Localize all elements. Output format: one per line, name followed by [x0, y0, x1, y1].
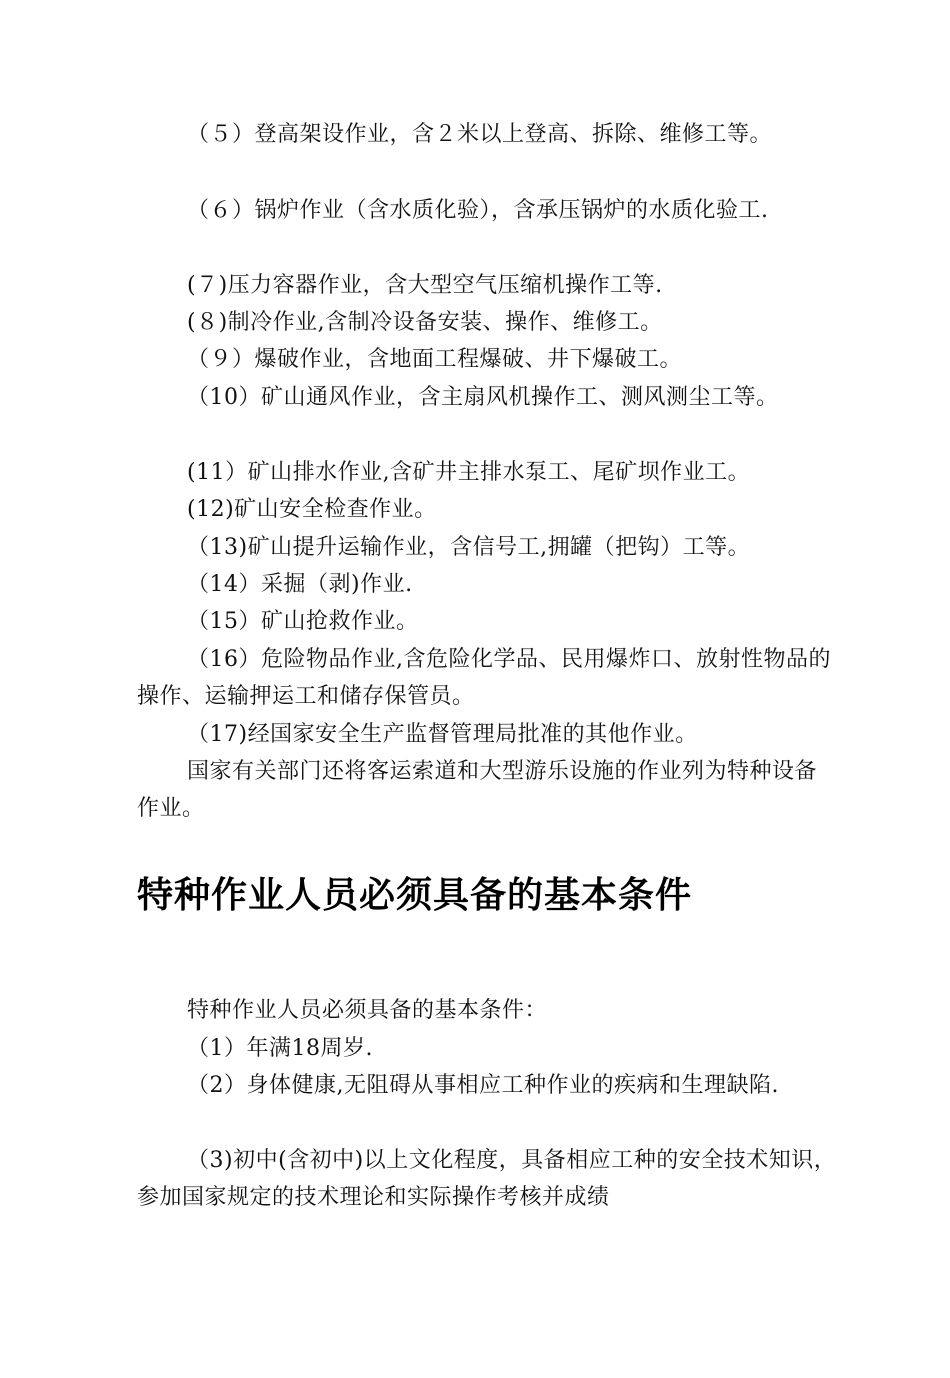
paragraph-condition-1: （1）年满18周岁. — [187, 1036, 373, 1061]
paragraph-condition-2: （2）身体健康,无阻碍从事相应工种作业的疾病和生理缺陷. — [187, 1073, 779, 1098]
paragraph-item-9: （９）爆破作业，含地面工程爆破、井下爆破工。 — [187, 347, 683, 372]
paragraph-item-13: （13)矿山提升运输作业，含信号工,拥罐（把钩）工等。 — [187, 535, 751, 560]
paragraph-item-14: （14）采掘（剥)作业. — [187, 572, 413, 597]
paragraph-item-17: （17)经国家安全生产监督管理局批准的其他作业。 — [187, 722, 698, 747]
paragraph-item-5: （５）登高架设作业，含２米以上登高、拆除、维修工等。 — [187, 122, 773, 147]
paragraph-item-8: (８)制冷作业,含制冷设备安装、操作、维修工。 — [187, 310, 663, 335]
paragraph-item-7: (７)压力容器作业，含大型空气压缩机操作工等. — [187, 273, 663, 298]
section-heading: 特种作业人员必须具备的基本条件 — [137, 875, 693, 916]
paragraph-item-10: （10）矿山通风作业，含主扇风机操作工、测风测尘工等。 — [187, 385, 779, 410]
paragraph-condition-3: （3)初中(含初中)以上文化程度，具备相应工种的安全技术知识，参加国家规定的技术理论和实际操作考核并成绩 — [137, 1148, 837, 1210]
paragraph-special-equipment: 国家有关部门还将客运索道和大型游乐设施的作业列为特种设备作业。 — [137, 759, 818, 821]
paragraph-item-16: （16）危险物品作业,含危险化学品、民用爆炸口、放射性物品的操作、运输押运工和储存保管员。 — [137, 647, 831, 709]
paragraph-item-15: （15）矿山抢救作业。 — [187, 609, 419, 634]
paragraph-conditions-intro: 特种作业人员必须具备的基本条件： — [187, 998, 548, 1023]
paragraph-item-11: (11）矿山排水作业,含矿井主排水泵工、尾矿坝作业工。 — [187, 460, 751, 485]
paragraph-item-12: (12)矿山安全检查作业。 — [187, 497, 437, 522]
paragraph-item-6: （６）锅炉作业（含水质化验），含承压锅炉的水质化验工. — [187, 198, 769, 223]
